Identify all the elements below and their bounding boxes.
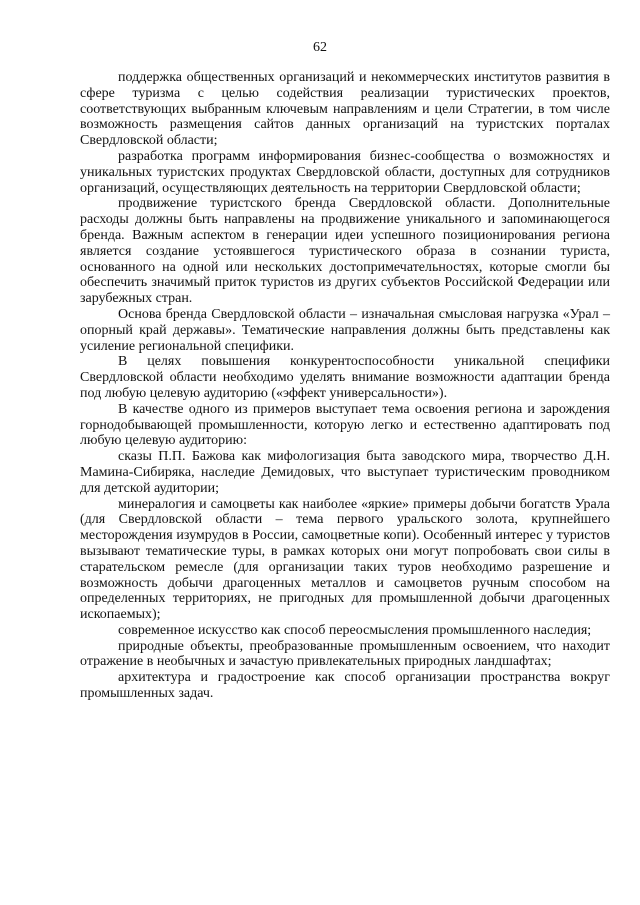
page-number: 62 [313,40,327,55]
paragraph-business-info-programs: разработка программ информирования бизнес-сообщества о возможностях и уникальных туристских продуктах Свердловской области, доступных для сотрудников организаций, осуществляющих деятельность на территории Свердловской области; [80,148,610,196]
body-text [80,70,610,702]
paragraph-contemporary-art: современное искусство как способ переосмысления промышленного наследия; [118,622,592,638]
paragraph-architecture: архитектура и градостроение как способ организации пространства вокруг промышленных задач. [80,670,610,702]
paragraph-natural-objects: природные объекты, преобразованные промышленным освоением, что находит отражение в необычных и зачастую привлекательных природных ландшафтах; [80,638,610,670]
paragraph-mining-theme: В качестве одного из примеров выступает тема освоения региона и зарождения горнодобывающей промышленности, которую легко и естественно адаптировать под любую целевую аудиторию: [80,401,610,449]
paragraph-brand-adaptation: В целях повышения конкурентоспособности уникальной специфики Свердловской области необходимо уделять внимание возможности адаптации бренда под любую целевую аудиторию («эффект универсальности»). [80,354,610,401]
paragraph-bazhov-tales: сказы П.П. Бажова как мифологизация быта заводского мира, творчество Д.Н. Мамина-Сибиряка, наследие Демидовых, что выступает туристическим проводником для детской аудитории; [80,449,610,496]
paragraph-brand-promotion: продвижение туристского бренда Свердловской области. Дополнительные расходы должны быть направлены на продвижение уникального и запоминающегося бренда. Важным аспектом в генерации идеи успешного позиционирования региона является создание устоявшегося туристического образа в сознании туриста, основанного на одной или нескольких достопримечательностях, которые смогли бы обеспечить значимый приток туристов из других субъектов Российской Федерации или зарубежных стран. [80,196,610,307]
paragraph-ngo-support: поддержка общественных организаций и некоммерческих институтов развития в сфере туризма с целью содействия реализации туристических проектов, соответствующих выбранным ключевым направлениям и цели Стратегии, в том числе возможность размещения сайтов данных организаций на туристских порталах Свердловской области; [80,70,610,149]
paragraph-brand-basis: Основа бренда Свердловской области – изначальная смысловая нагрузка «Урал – опорный край державы». Тематические направления должны быть представлены как усиление региональной специфики. [80,306,610,354]
paragraph-mineralogy-gems: минералогия и самоцветы как наиболее «яркие» примеры добычи богатств Урала (для Свердловской области – тема первого уральского золота, крупнейшего месторождения изумрудов в России, самоцветные копи). Особенный интерес у туристов вызывают тематические туры, в рамках которых они могут попробовать свои силы в старательском ремесле (для организации таких туров необходимо разрешение и возможность добычи драгоценных металлов и самоцветов ручным способом на определенных территориях, не пригодных для промышленной добычи драгоценных ископаемых); [80,496,610,623]
